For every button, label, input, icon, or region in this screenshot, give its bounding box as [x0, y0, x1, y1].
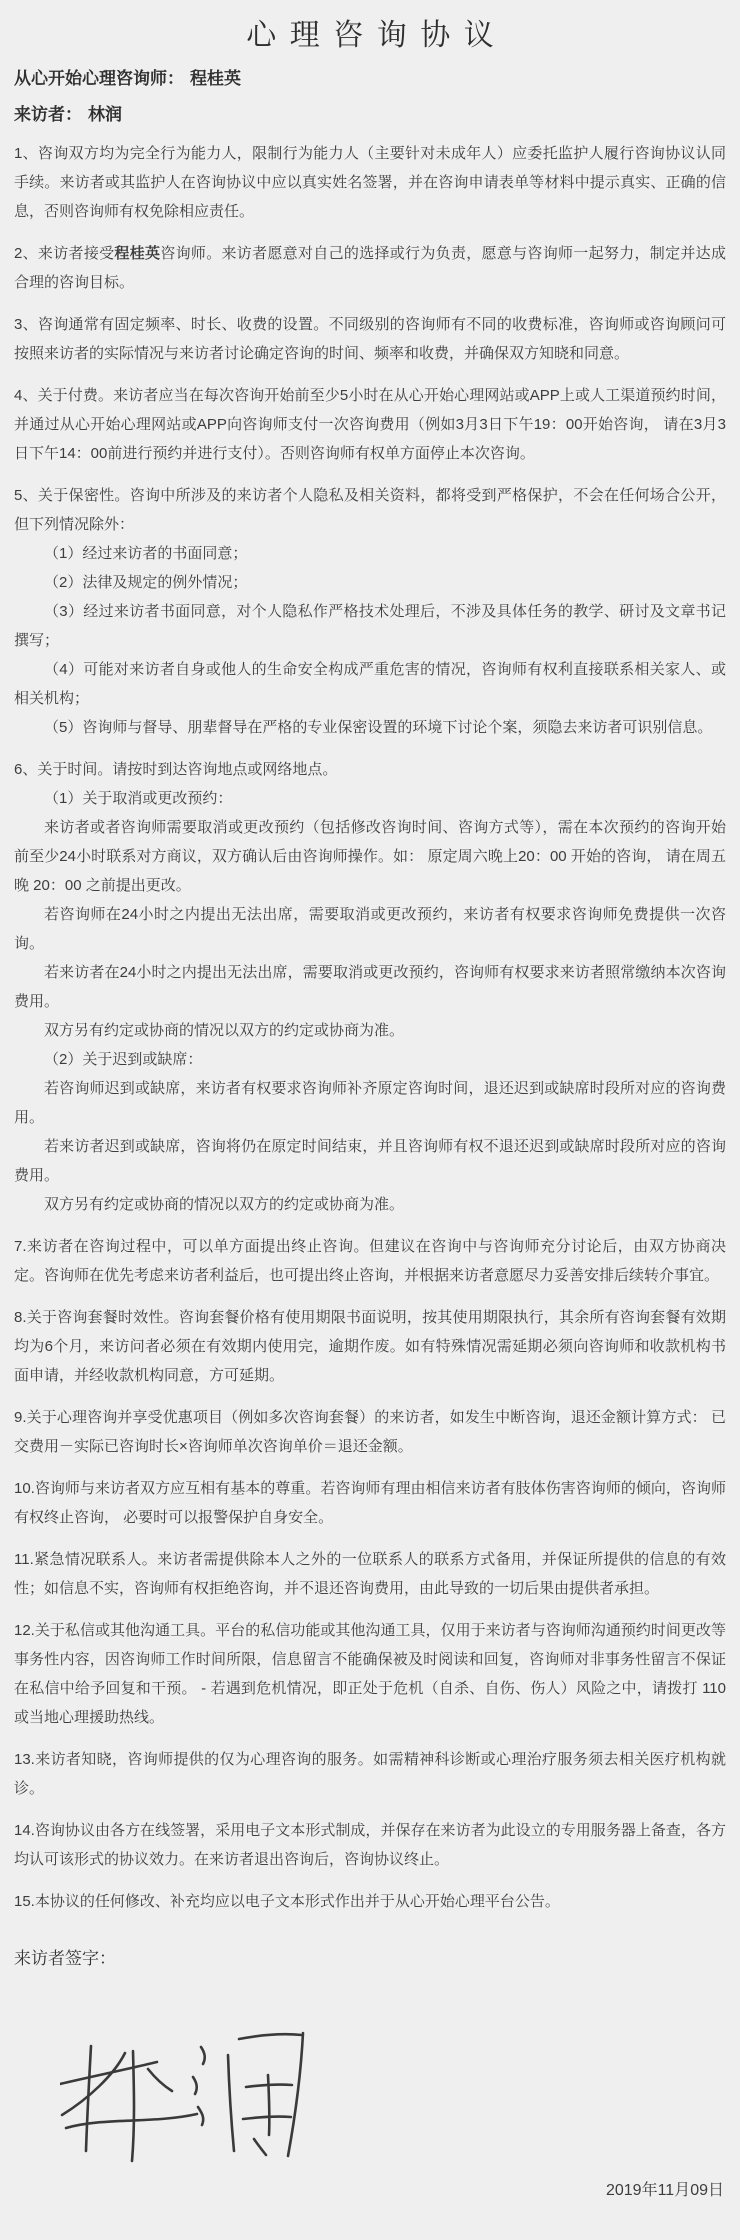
agreement-paragraph: 若来访者在24小时之内提出无法出席，需要取消或更改预约，咨询师有权要求来访者照常缴纳本次咨询费用。	[14, 964, 726, 1010]
agreement-paragraph: 12.关于私信或其他沟通工具。平台的私信功能或其他沟通工具，仅用于来访者与咨询师沟通预约时间更改等事务性内容，因咨询师工作时间所限，信息留言不能确保被及时阅读和回复，咨询师对非事务性留言不保证在私信中给予回复和干预。 - 若遇到危机情况，即正处于危机（自杀、自伤、伤人）风险之中，请拨打 110 或当地心理援助热线。	[14, 1622, 726, 1726]
agreement-paragraph: 4、关于付费。来访者应当在每次咨询开始前至少5小时在从心开始心理网站或APP上或人工渠道预约时间，并通过从心开始心理网站或APP向咨询师支付一次咨询费用（例如3月3日下午19：00开始咨询， 请在3月3日下午14：00前进行预约并进行支付）。否则咨询师有权单方面停止本次咨询。	[14, 387, 726, 462]
agreement-paragraph: 2、来访者接受程桂英咨询师。来访者愿意对自己的选择或行为负责，愿意与咨询师一起努力，制定并达成合理的咨询目标。	[14, 245, 726, 291]
agreement-paragraph: （2）法律及规定的例外情况；	[44, 574, 248, 591]
agreement-paragraph: 双方另有约定或协商的情况以双方的约定或协商为准。	[44, 1022, 405, 1039]
signature-date: 2019年11月09日	[605, 2182, 724, 2199]
signature-label: 来访者签字：	[14, 1949, 116, 1968]
agreement-paragraph: 9.关于心理咨询并享受优惠项目（例如多次咨询套餐）的来访者，如发生中断咨询，退还金额计算方式： 已交费用－实际已咨询时长×咨询师单次咨询单价＝退还金额。	[14, 1409, 726, 1455]
agreement-paragraph: 来访者或者咨询师需要取消或更改预约（包括修改咨询时间、咨询方式等），需在本次预约的咨询开始前至少24小时联系对方商议，双方确认后由咨询师操作。如： 原定周六晚上20：00 开始的咨询， 请在周五晚 20：00 之前提出更改。	[14, 819, 726, 894]
agreement-paragraph: 15.本协议的任何修改、补充均应以电子文本形式作出并于从心开始心理平台公告。	[14, 1893, 560, 1910]
agreement-paragraph: 11.紧急情况联系人。来访者需提供除本人之外的一位联系人的联系方式备用，并保证所提供的信息的有效性；如信息不实，咨询师有权拒绝咨询，并不退还咨询费用，由此导致的一切后果由提供者承担。	[14, 1551, 726, 1597]
agreement-paragraph: 双方另有约定或协商的情况以双方的约定或协商为准。	[44, 1196, 405, 1213]
counselor-name: 程桂英	[190, 69, 241, 88]
agreement-terms	[14, 139, 726, 1916]
agreement-paragraph: 若咨询师迟到或缺席，来访者有权要求咨询师补齐原定咨询时间，退还迟到或缺席时段所对应的咨询费用。	[14, 1080, 726, 1126]
agreement-paragraph: 若来访者迟到或缺席，咨询将仍在原定时间结束，并且咨询师有权不退还迟到或缺席时段所对应的咨询费用。	[14, 1138, 726, 1184]
agreement-paragraph: 1、咨询双方均为完全行为能力人，限制行为能力人（主要针对未成年人）应委托监护人履行咨询协议认同手续。来访者或其监护人在咨询协议中应以真实姓名签署，并在咨询申请表单等材料中提示真实、正确的信息，否则咨询师有权免除相应责任。	[14, 145, 726, 220]
visitor-name: 林润	[88, 105, 122, 124]
agreement-paragraph: 若咨询师在24小时之内提出无法出席，需要取消或更改预约，来访者有权要求咨询师免费提供一次咨询。	[14, 906, 726, 952]
page-title: 心理咨询协议	[246, 19, 508, 52]
agreement-paragraph: （4）可能对来访者自身或他人的生命安全构成严重危害的情况，咨询师有权利直接联系相关家人、或相关机构；	[14, 661, 726, 707]
agreement-paragraph: 6、关于时间。请按时到达咨询地点或网络地点。	[14, 761, 338, 778]
agreement-paragraph: 3、咨询通常有固定频率、时长、收费的设置。不同级别的咨询师有不同的收费标准，咨询师或咨询顾问可按照来访者的实际情况与来访者讨论确定咨询的时间、频率和收费，并确保双方知晓和同意。	[14, 316, 726, 362]
signature-section	[14, 1944, 726, 2200]
agreement-paragraph: 8.关于咨询套餐时效性。咨询套餐价格有使用期限书面说明，按其使用期限执行，其余所有咨询套餐有效期均为6个月，来访问者必须在有效期内使用完，逾期作废。如有特殊情况需延期必须向咨询师和收款机构书面申请，并经收款机构同意，方可延期。	[14, 1309, 726, 1384]
agreement-paragraph: （5）咨询师与督导、朋辈督导在严格的专业保密设置的环境下讨论个案，须隐去来访者可识别信息。	[44, 719, 713, 736]
agreement-paragraph: （1）关于取消或更改预约：	[44, 790, 233, 807]
agreement-paragraph: 5、关于保密性。咨询中所涉及的来访者个人隐私及相关资料，都将受到严格保护，不会在任何场合公开，但下列情况除外：	[14, 487, 726, 533]
agreement-paragraph: 10.咨询师与来访者双方应互相有基本的尊重。若咨询师有理由相信来访者有肢体伤害咨询师的倾向，咨询师有权终止咨询， 必要时可以报警保护自身安全。	[14, 1480, 726, 1526]
agreement-paragraph: （1）经过来访者的书面同意；	[44, 545, 248, 562]
visitor-line	[14, 104, 726, 126]
agreement-paragraph: 13.来访者知晓，咨询师提供的仅为心理咨询的服务。如需精神科诊断或心理治疗服务须去相关医疗机构就诊。	[14, 1751, 726, 1797]
visitor-signature	[60, 2027, 315, 2167]
counselor-line	[14, 68, 726, 90]
agreement-paragraph: （3）经过来访者书面同意，对个人隐私作严格技术处理后，不涉及具体任务的教学、研讨及文章书记撰写；	[14, 603, 726, 649]
agreement-paragraph: （2）关于迟到或缺席：	[44, 1051, 203, 1068]
agreement-paragraph: 14.咨询协议由各方在线签署，采用电子文本形式制成，并保存在来访者为此设立的专用服务器上备查，各方均认可该形式的协议效力。在来访者退出咨询后，咨询协议终止。	[14, 1822, 726, 1868]
visitor-label: 来访者：	[14, 105, 82, 124]
counselor-label: 从心开始心理咨询师：	[14, 69, 184, 88]
agreement-paragraph: 7.来访者在咨询过程中，可以单方面提出终止咨询。但建议在咨询中与咨询师充分讨论后，由双方协商决定。咨询师在优先考虑来访者利益后，也可提出终止咨询，并根据来访者意愿尽力妥善安排后续转介事宜。	[14, 1238, 726, 1284]
